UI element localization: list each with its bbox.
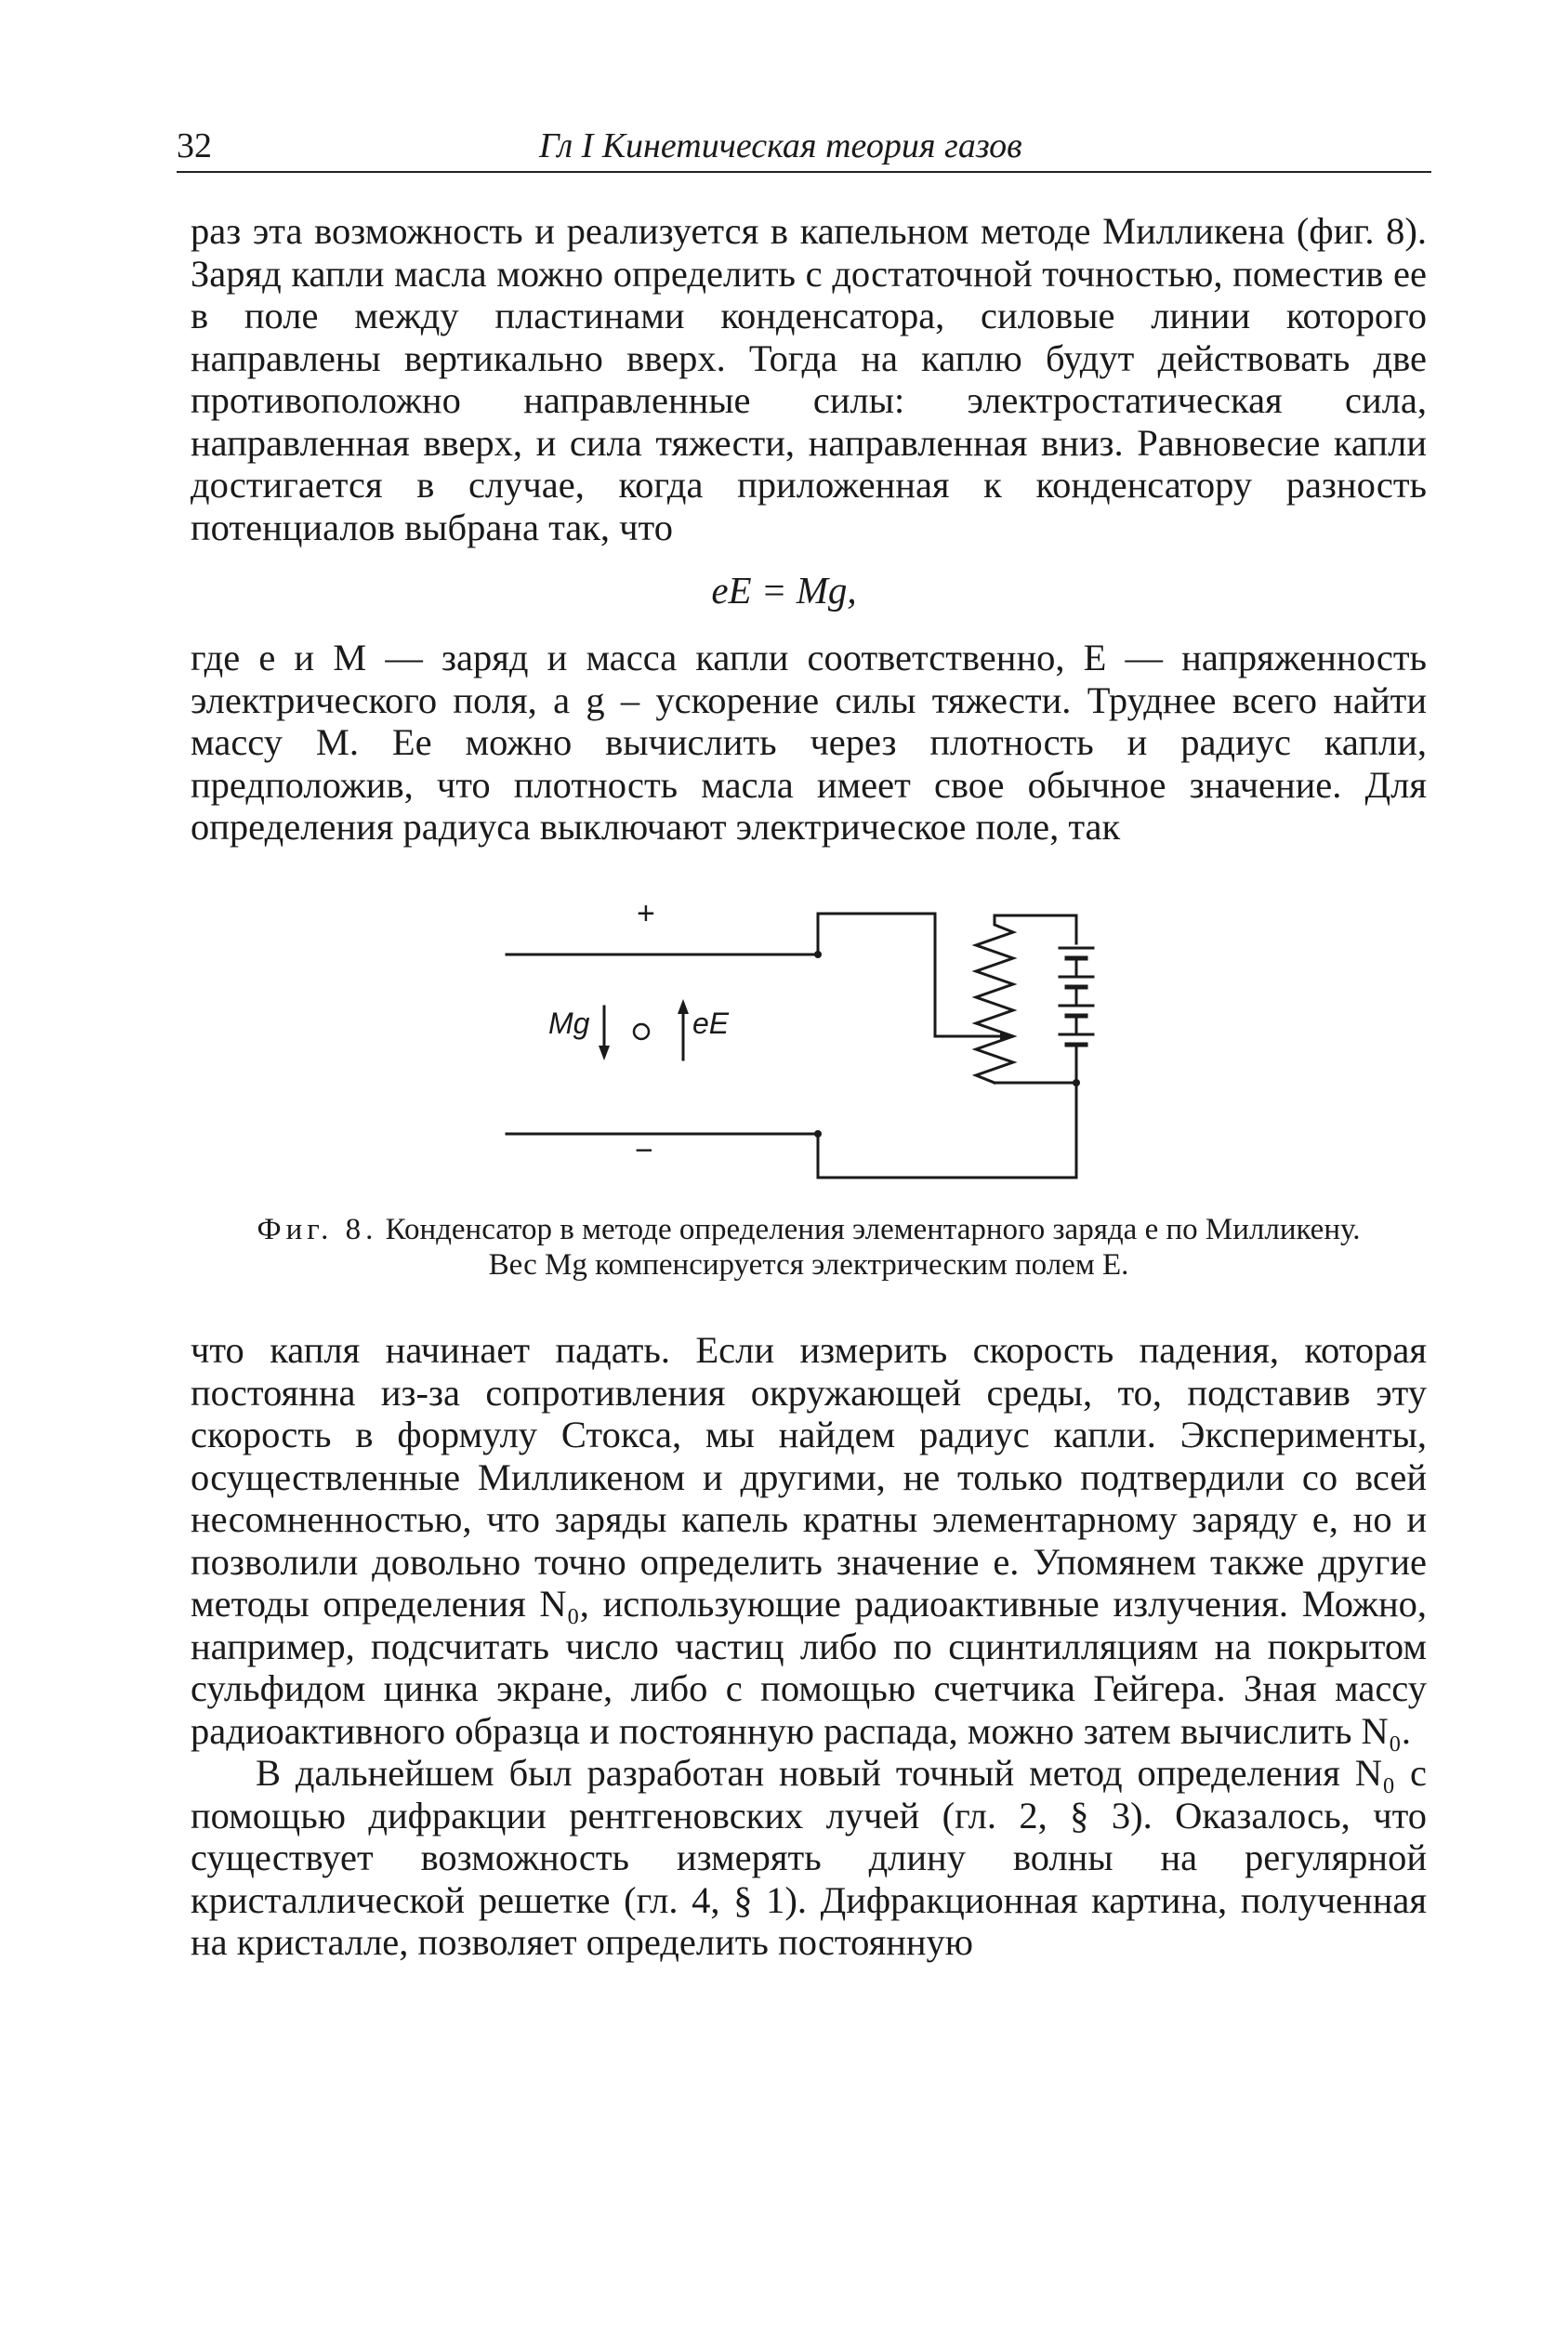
electric-arrowhead: [678, 999, 689, 1014]
electric-force-label: eE: [692, 1007, 730, 1040]
caption-line-1: [191, 1212, 1427, 1247]
page-number: 32: [177, 126, 212, 165]
page-header: [177, 123, 1431, 173]
caption-line-2: Вес Mg компенсируется электрическим полем E.: [488, 1248, 1129, 1282]
text-block-middle: [191, 637, 1427, 849]
equation: eE = Mg,: [711, 569, 857, 612]
junction-dot: [1073, 1079, 1080, 1086]
wiper-arrowhead: [1000, 1031, 1015, 1042]
figure-millikan-capacitor: [502, 897, 1134, 1185]
caption-text: Конденсатор в методе определения элементарного заряда e по Милликену.: [377, 1213, 1361, 1246]
resistor: [976, 915, 1013, 1083]
paragraph: В дальнейшем был разработан новый точный метод определения N₀ с помощью дифракции рентгеновских лучей (гл. 2, § 3). Оказалось, что существует возможность измерять длину волны на регулярной кристаллической решетке (гл. 4, § 1). Дифракционная картина, полученная на кристалле, позволяет определить постоянную: [191, 1752, 1427, 1963]
gravity-arrowhead: [599, 1046, 610, 1060]
gravity-force-label: Mg: [548, 1007, 590, 1040]
text-block-bottom: [191, 1329, 1427, 1964]
negative-plate-label: −: [635, 1133, 653, 1168]
junction-dot: [814, 1130, 822, 1138]
paragraph: что капля начинает падать. Если измерить скорость падения, которая постоянна из-за сопротивления окружающей среды, то, подставив эту скорость в формулу Стокса, мы найдем радиус капли. Эксперименты, осуществленные Милликеном и другими, не только подтвердили со всей несомненностью, что заряды капель кратны элементарному заряду e, но и позволили довольно точно определить значение e. Упомянем также другие методы определения N₀, использующие радиоактивные излучения. Можно, например, подсчитать число частиц либо по сцинтилляциям на покрытом сульфидом цинка экране, либо с помощью счетчика Гейгера. Зная массу радиоактивного образца и постоянную распада, можно затем вычислить N₀.: [191, 1329, 1427, 1752]
top-wire: [818, 914, 971, 1036]
junction-dot: [814, 951, 822, 958]
circuit-diagram: [502, 897, 1134, 1185]
oil-drop: [634, 1024, 649, 1039]
paragraph: где e и M — заряд и масса капли соответственно, E — напряженность электрического поля, а g – ускорение силы тяжести. Труднее всего найти массу M. Ее можно вычислить через плотность и радиус капли, предположив, что плотность масла имеет свое обычное значение. Для определения радиуса выключают электрическое поле, так: [191, 637, 1427, 848]
figure-caption: [191, 1212, 1427, 1283]
bottom-wire: [818, 1083, 1076, 1178]
running-title: Гл I Кинетическая теория газов: [539, 126, 1022, 165]
caption-label: Фиг. 8.: [257, 1213, 378, 1246]
positive-plate-label: +: [637, 896, 655, 931]
text-block-top: [191, 210, 1427, 548]
paragraph: раз эта возможность и реализуется в капельном методе Милликена (фиг. 8). Заряд капли масла можно определить с достаточной точностью, поместив ее в поле между пластинами конденсатора, силовые линии которого направлены вертикально вверх. Тогда на каплю будут действовать две противоположно направленные силы: электростатическая сила, направленная вверх, и сила тяжести, направленная вниз. Равновесие капли достигается в случае, когда приложенная к конденсатору разность потенциалов выбрана так, что: [191, 210, 1427, 548]
